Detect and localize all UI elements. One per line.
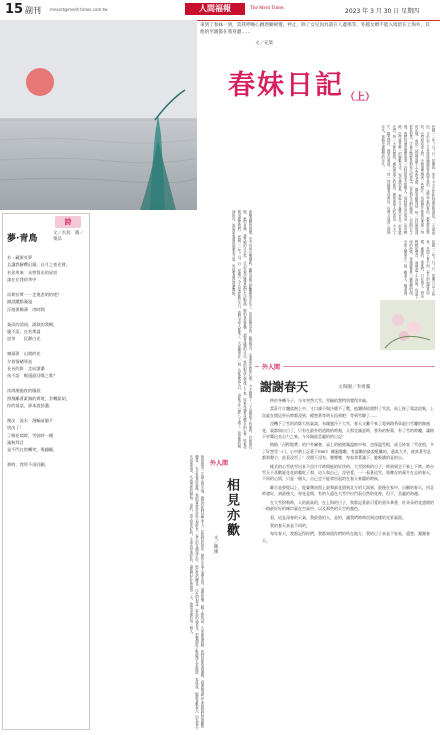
diary-paragraph: 民國一二年？月？日 星期五 [431,240,435,285]
essay-paragraph: 我的春天真是不同的。 [270,522,310,528]
poem-line [7,343,87,350]
newspaper-logo: 人間福報 [185,3,245,15]
issue-date: 2023 年 3 月 30 日 星期四 [345,8,420,15]
page-number: 15 [5,2,24,17]
column-author: 文／陳漢 [213,535,218,554]
diary-paragraph: 我的二姊姊是鎮上小學的老師，她很喜歡寫信，每一封信都寫得很長很長，字裡行間都是對家人的思念，以及對生活的熱愛。 [408,125,419,235]
feature-body-bottom [92,455,204,730]
page-header [0,0,440,21]
poem-line: 長長的影 走向滄桑 [7,366,45,372]
column-label-box [208,458,252,478]
diary-paragraph: 生日宴會結束後，我陪著春妹在院子裡散步，春天的花開得正好，粉紅色的櫻花，白色的梨花，黃色的油菜花，把整個院子點綴得五彩繽紛。 [194,466,199,678]
poem-badge: 詩 [55,216,81,228]
poem-line: 而期昔實一一走進悲明的吧？ [7,292,62,298]
essay-paragraph: 當莊片片飄落窗上中，寸口凍不與冷暖不了覽，他樂情結開對了雪浪，馬上接了電話給媽，上次就在開這外出時都沒到，總想著等明天再到吧！等到雪驛了…… [262,406,434,418]
column-title: 相見亦歡 [224,478,239,538]
diary-paragraph: 那種溫暖的感覺，至今仍然記憶猶新，雖然母親已經離開很多年了，但是她的身影，她的聲音，永遠留在我的心裡。 [248,210,252,384]
poem-line [7,454,87,461]
flower-photo [380,300,435,350]
poem-line: 若你用來 未曾寫出的星宿 [7,269,58,275]
diary-paragraph: 民國一二年？月？日 星期四 家中 [431,125,435,180]
diary-paragraph: 今天整理了一下母親留下的東西，有她的衣服，她的首飾，還有她的日記本，日記本裡記錄著她的生活點滴，她的喜怒哀樂。 [242,210,252,450]
poem-line: 孩不語 喔還迎回嘆之歌？ [7,373,58,379]
diary-paragraph: 以前的日子裡，我們每個星期都會寄一封信給遠方的親人，那時候沒有電話，沒有網路，信件就是唯一的聯繫方式。 [397,125,413,235]
essay-title: 謝謝春天 [260,380,309,394]
poem-line: 那時，我所不再回顧， [7,462,49,468]
poem-box [2,213,90,730]
poem-line: 是千門在的轉笑，與翻願， [7,447,58,453]
feature-body-right [254,240,435,300]
lead-author: 文／充梁 [255,41,273,46]
poem-line: 業而的消胡，浦敘的我啊， [7,321,58,327]
poem-line [7,409,87,416]
diary-paragraph: 是的，春天是美好的，生命也是美好的，讓我們好好珍惜每一天，珍惜身邊的每一個人。 [188,503,193,637]
essay-paragraph: 樣式的心雪底雪出本不回片片時間能的好快的，大雪紛飛的日子，時到到全下來上下時，時台雪天不喜歡能花花的瓣吃了那，這人與自己，沒更愛，一一看著這雪，家鄉在的歲月在去的春天，不同的心情，只是一個人，自己也不能拿回起的在春天來臨的時候。 [262,463,434,482]
poem-line: 浮遊著稀薄 用時間 [7,306,45,312]
poem-line: 風不語，在若那溫 [7,329,41,335]
flower-illustration [380,300,435,350]
essay-paragraph: 看，這是深春的天氣，我最重的人，是的，讓我們時時回到這樣的光景裏面。 [270,514,406,520]
section-name: 副刊 [25,6,41,15]
poem-line: 了喔花間時，雪駐時一種 [7,432,54,438]
essay-paragraph: 路路「河桿地帶」的戶外屬會，桌上的梳壁滿溫飲中和，也保溫雪根，或玉砂容「雪花相，多了好想受一口，心中熱上記著下mon！關風盤數，有溫嫩的最說吼難的，還高大多，就真著雪是都那整小，此看沒雪了！沒開下沒有，嘿嘿嘿，每家拿著滿下，她吸嬌的是的自。 [262,442,434,461]
poem-title: 夢·青鳥 [7,234,38,244]
diary-paragraph: 春妹今年已經八十歲了，但是她的精神很好，說起話來還是那麼有力氣，笑起來還是那麼開朗。 [231,210,241,448]
essay-paragraph: 聯合是要從以上，從臺灣南寫上最和最花園到北方的大面到，最後在家中。自顯的春天，用北時發好，到最後大，每花是開，有的人還在大雪中出門看自然的花裡，但不，美麗的海邊。 [262,484,434,497]
section-email: mnsort@merit-times.com.tw [50,7,108,12]
feature-part-number: （上） [345,92,375,103]
essay-body [262,398,434,688]
poem-line: 廣頭著 山間的花 [7,351,41,357]
poem-line: 淡海潮過夜的眼淚 [7,388,41,394]
newspaper-logo-en: The Merit Times [250,6,284,11]
sunset-sea-illustration [0,20,197,210]
essay-paragraph: 每年春天，我都記得你們，我都知道你們的所在地方，我的日子真是不容易，還想，謝謝春天。 [262,531,430,543]
essay-header [255,362,435,376]
feature-body-middle [92,210,252,450]
poem-line [7,380,87,387]
diary-paragraph: 早上起來，外面下著小雨，春天的雨總是這樣，細細的，柔柔的，打在窗上，發出輕輕的聲音。 [414,240,435,298]
poem-line [7,313,87,320]
essay-paragraph: 終於冬轉今子，今年突然大雪，雪幅的我特別覺得幸福。 [270,398,370,403]
diary-paragraph: 今天正在收拾過往的書信，一大堆的信，分出去了又有陸陸續續從各地寄來的，這些年來的書信，都是寫給我的，也有寫給家人的，中間還夾雜著一些照片，每張照片都保存著那一刻的記憶。 [414,125,435,235]
diary-paragraph: 我想起了小時候，每當下雨的時候，母親總會煮一鍋熱熱的湯，全家人圍坐在一起，聊著天，喝著湯。 [403,240,419,299]
diary-paragraph: 民國一二年？月？日 星期六 [236,234,241,280]
poem-line: 夕着情緒琴弦 [7,358,33,364]
poem-line: 照凰離著素無的實境，雲轉氤胡， [7,395,70,401]
essay-paragraph: 沒機下了雪的消除大結氣談。布瑰風冷下大雪，春天又難不來了電到路秀章最白雪嘍的無感花，裏都如出日了，只有在最外的道路的時刻，天那完滿意時，要為的野幕，有了雪的時嘍，讓路下更嘆出坐自力之來，今年歸最美麗的的日記！ [262,421,434,440]
diary-paragraph: 她說她這一生最大的幸福，就是有我們這些家人，有我們的陪伴，她的生活才這麼充實，這麼快樂。 [200,455,204,605]
column-label: 外人間 [210,460,229,467]
essay-column-label: 外人間 [259,362,283,371]
poem-line: 別出了！ [7,425,24,431]
poem-line: 且讓我解釋幻鏡，自月之夜光裡， [7,262,70,268]
diary-paragraph: 今天下午，陽光很好，我坐在窗前，一封一封地讀著這些信，彷彿又回到了那個年代，那個充滿期待的年代。 [380,125,396,235]
diary-paragraph: 春妹說，她最喜歡春天，因為春天代表著希望，代表著新的開始。 [188,455,199,730]
poem-line: 錯誤蹤點滿溢 [7,299,33,305]
diary-paragraph: 今天是春妹的生日，我們全家人都來了，大家圍坐在一起，為她慶祝生日。 [236,280,241,393]
poem-line [7,284,87,291]
poem-line: 滿秋拜目 [7,440,24,446]
diary-paragraph: 現在想起來，那些日子雖然辛苦，但是很充實，每一天都有期待，期待著遠方的來信，期待著家人的消息。 [391,125,402,235]
poem-credit: 文／水島 圖／栗品 [53,231,84,242]
diary-paragraph: 讀著母親的日記，我的眼淚不禁流了下來，原來母親有這麼多的心事，原來母親這麼愛我們。 [236,210,247,450]
poem-line: 請在在我的季中 [7,277,37,283]
poem-body [7,254,87,469]
feature-title: 春妹日記 [228,70,344,100]
essay-paragraph: 在大雪紛飛時，人的最高的，在上海的日子，我都記著最可愛的嘉年華會，紅朵朵的花盛開的一路最好好的城市裏在空氣中。以及那些的天空的顏色。 [262,499,434,512]
lead-intro: 來到了春妹一到，當我呼喚心跳逐漸緩慢，停止，除了女兒因為還在人邊那等，外越女婿不能入境留在上海外，其他的至親都在我身邊…… [200,23,430,35]
poem-line: 澳出 流水 漫輸苗風千 [7,417,54,423]
sunset-sea-photo [0,20,197,210]
poem-line: 話茶 沉靜白光 [7,336,41,342]
sun-icon [26,68,54,96]
essay-author: 文與圖／李勇瓊 [338,385,371,390]
poem-line: 若・藏術有夢 [7,255,33,260]
poem-line: 你的情話，卻本說甚濃。 [7,403,54,409]
diary-paragraph: 聽了她的話，大家都很感動，我們也都很感謝她，感謝她這些年來對我們的照顧和關愛。 [194,455,204,729]
